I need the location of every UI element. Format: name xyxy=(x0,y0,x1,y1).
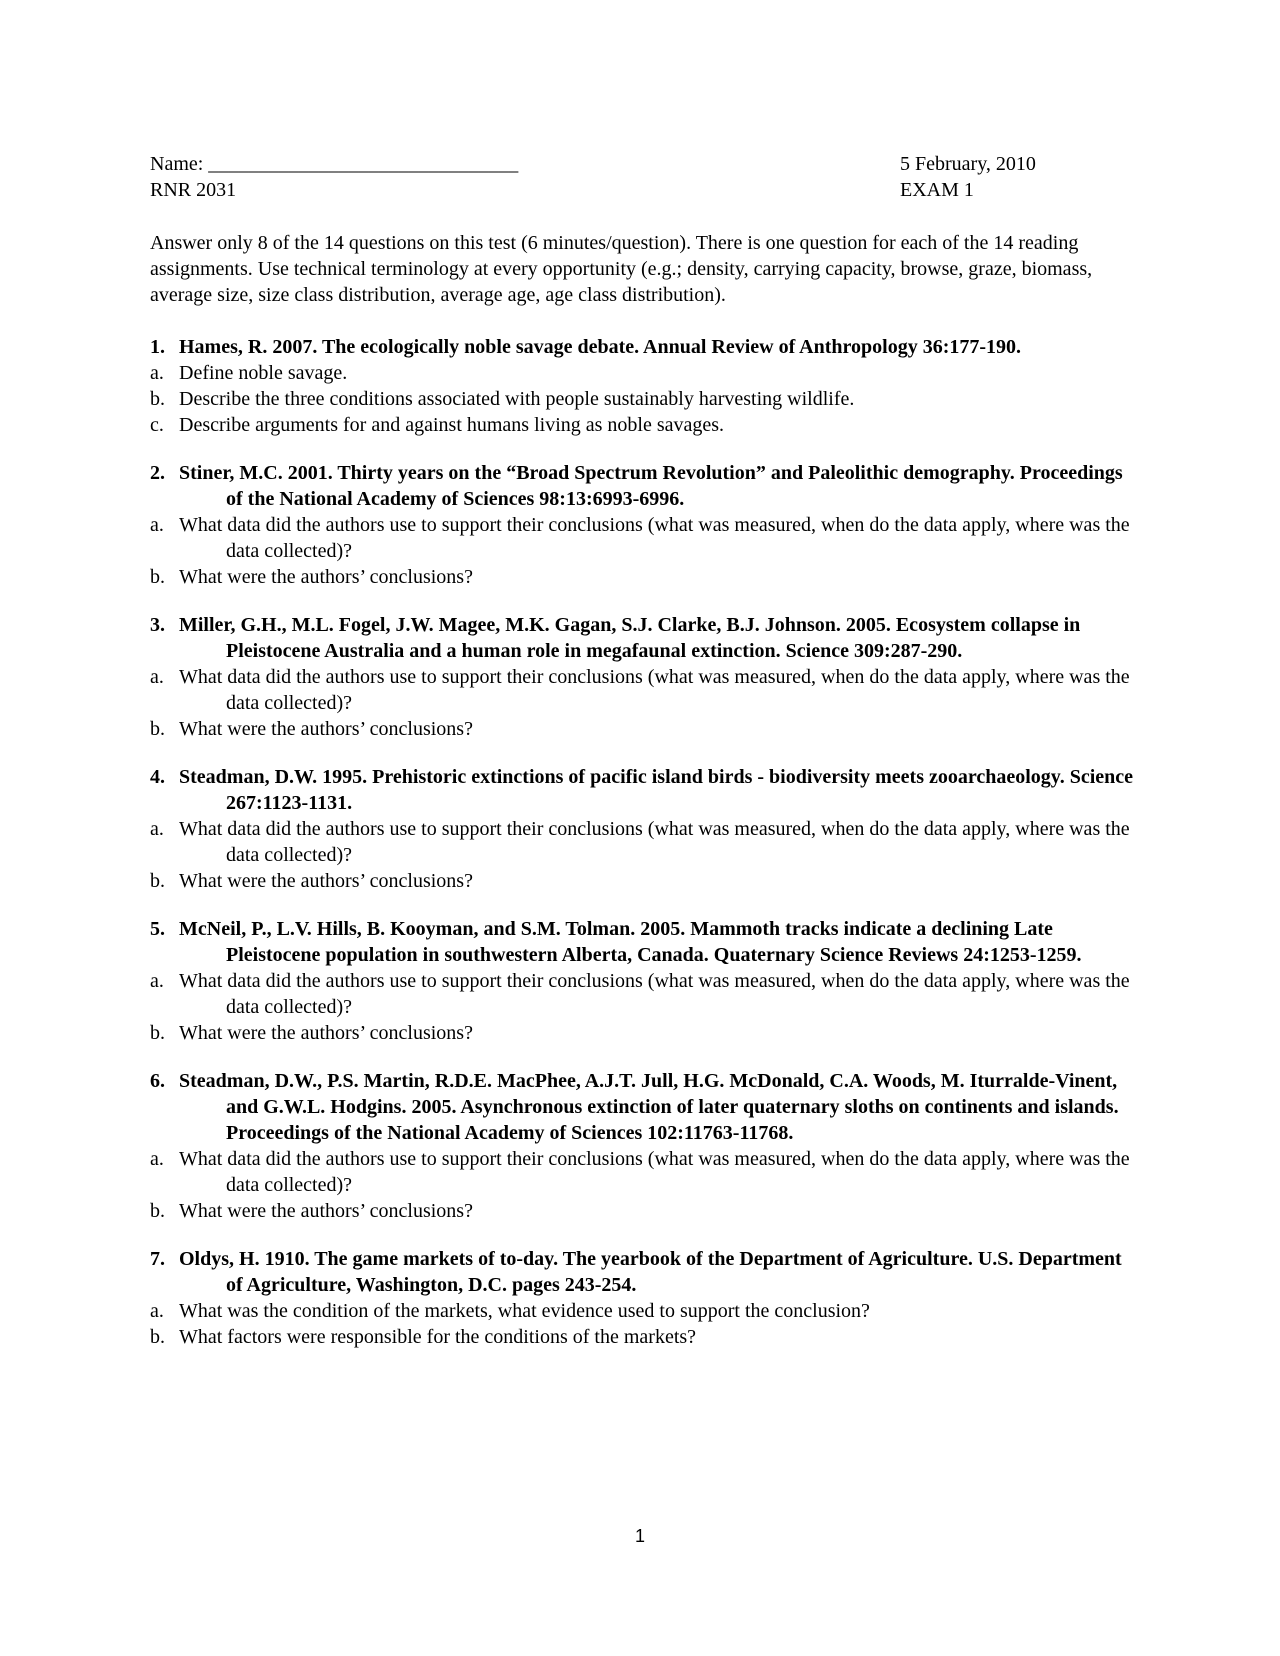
citation-text: Steadman, D.W. 1995. Prehistoric extinctions of pacific island birds - biodiversity meets zooarchaeology. Science 267:1123-1131. xyxy=(179,766,1134,814)
sub-question-letter: b. xyxy=(150,1022,165,1044)
question-citation xyxy=(150,612,1135,664)
citation-text: Stiner, M.C. 2001. Thirty years on the “Broad Spectrum Revolution” and Paleolithic demography. Proceedings of the National Academy of Sciences 98:13:6993-6996. xyxy=(179,462,1123,510)
citation-text: Steadman, D.W., P.S. Martin, R.D.E. MacPhee, A.J.T. Jull, H.G. McDonald, C.A. Woods, M. Iturralde-Vinent, and G.W.L. Hodgins. 2005. Asynchronous extinction of later quaternary sloths on continents and islands. Proceedings of the National Academy of Sciences 102:11763-11768. xyxy=(179,1070,1119,1144)
sub-question-text: What was the condition of the markets, what evidence used to support the conclusion? xyxy=(179,1300,870,1322)
sub-question xyxy=(150,360,1135,386)
sub-question-text: What data did the authors use to support their conclusions (what was measured, when do the data apply, where was the data collected)? xyxy=(179,1148,1130,1196)
question-3 xyxy=(150,612,1135,742)
sub-question-text: What were the authors’ conclusions? xyxy=(179,718,473,740)
question-5 xyxy=(150,916,1135,1046)
sub-question-letter: b. xyxy=(150,566,165,588)
sub-question-text: Define noble savage. xyxy=(179,362,348,384)
sub-question-letter: a. xyxy=(150,666,164,688)
exam-date: 5 February, 2010 xyxy=(900,153,1036,175)
sub-question xyxy=(150,564,1135,590)
exam-header xyxy=(150,151,1060,203)
sub-question-text: What data did the authors use to support their conclusions (what was measured, when do the data apply, where was the data collected)? xyxy=(179,514,1130,562)
sub-question-text: What were the authors’ conclusions? xyxy=(179,1022,473,1044)
sub-question xyxy=(150,1298,1135,1324)
sub-question-letter: a. xyxy=(150,970,164,992)
sub-question xyxy=(150,512,1135,564)
question-1 xyxy=(150,334,1135,438)
question-2 xyxy=(150,460,1135,590)
sub-question-letter: b. xyxy=(150,388,165,410)
question-citation xyxy=(150,460,1135,512)
sub-question xyxy=(150,1020,1135,1046)
sub-question xyxy=(150,386,1135,412)
header-row-1 xyxy=(150,151,1060,177)
course-code: RNR 2031 xyxy=(150,179,237,201)
question-number: 2. xyxy=(150,462,165,484)
page-number: 1 xyxy=(634,1526,645,1546)
question-number: 3. xyxy=(150,614,165,636)
sub-question-letter: b. xyxy=(150,870,165,892)
sub-question xyxy=(150,716,1135,742)
sub-question-text: What were the authors’ conclusions? xyxy=(179,1200,473,1222)
question-number: 6. xyxy=(150,1070,165,1092)
header-row-2 xyxy=(150,177,1060,203)
sub-question-letter: a. xyxy=(150,514,164,536)
sub-question-text: Describe arguments for and against humans living as noble savages. xyxy=(179,414,725,436)
question-6 xyxy=(150,1068,1135,1224)
question-citation xyxy=(150,764,1135,816)
question-number: 4. xyxy=(150,766,165,788)
citation-text: Hames, R. 2007. The ecologically noble savage debate. Annual Review of Anthropology 36:177-190. xyxy=(179,336,1022,358)
sub-question-letter: b. xyxy=(150,1200,165,1222)
sub-question-letter: a. xyxy=(150,362,164,384)
question-4 xyxy=(150,764,1135,894)
sub-question xyxy=(150,1146,1135,1198)
sub-question-text: Describe the three conditions associated with people sustainably harvesting wildlife. xyxy=(179,388,855,410)
question-citation xyxy=(150,1068,1135,1146)
sub-question-text: What were the authors’ conclusions? xyxy=(179,566,473,588)
sub-question xyxy=(150,1324,1135,1350)
exam-title: EXAM 1 xyxy=(900,179,974,201)
sub-question-text: What were the authors’ conclusions? xyxy=(179,870,473,892)
citation-text: McNeil, P., L.V. Hills, B. Kooyman, and S.M. Tolman. 2005. Mammoth tracks indicate a declining Late Pleistocene population in southwestern Alberta, Canada. Quaternary Science Reviews 24:1253-1259. xyxy=(179,918,1082,966)
sub-question xyxy=(150,968,1135,1020)
question-number: 5. xyxy=(150,918,165,940)
instructions: Answer only 8 of the 14 questions on this test (6 minutes/question). There is one question for each of the 14 reading assignments. Use technical terminology at every opportunity (e.g.; density, carrying capacity, browse, graze, biomass, average size, size class distribution, average age, age class distribution). xyxy=(150,232,1093,306)
question-7 xyxy=(150,1246,1135,1350)
sub-question-text: What data did the authors use to support their conclusions (what was measured, when do the data apply, where was the data collected)? xyxy=(179,818,1130,866)
sub-question xyxy=(150,1198,1135,1224)
sub-question xyxy=(150,412,1135,438)
sub-question-letter: b. xyxy=(150,718,165,740)
sub-question-text: What data did the authors use to support their conclusions (what was measured, when do the data apply, where was the data collected)? xyxy=(179,666,1130,714)
question-citation xyxy=(150,1246,1135,1298)
question-citation xyxy=(150,334,1135,360)
sub-question-text: What factors were responsible for the conditions of the markets? xyxy=(179,1326,697,1348)
question-number: 1. xyxy=(150,336,165,358)
sub-question xyxy=(150,816,1135,868)
citation-text: Miller, G.H., M.L. Fogel, J.W. Magee, M.K. Gagan, S.J. Clarke, B.J. Johnson. 2005. Ecosystem collapse in Pleistocene Australia and a human role in megafaunal extinction. Science 309:287-290. xyxy=(179,614,1081,662)
question-number: 7. xyxy=(150,1248,165,1270)
sub-question-letter: a. xyxy=(150,1300,164,1322)
sub-question-text: What data did the authors use to support their conclusions (what was measured, when do the data apply, where was the data collected)? xyxy=(179,970,1130,1018)
sub-question-letter: a. xyxy=(150,1148,164,1170)
sub-question xyxy=(150,664,1135,716)
sub-question xyxy=(150,868,1135,894)
question-list xyxy=(150,334,1135,1372)
sub-question-letter: a. xyxy=(150,818,164,840)
sub-question-letter: b. xyxy=(150,1326,165,1348)
citation-text: Oldys, H. 1910. The game markets of to-day. The yearbook of the Department of Agriculture. U.S. Department of Agriculture, Washington, D.C. pages 243-254. xyxy=(179,1248,1122,1296)
name-field-label: Name: _______________________________ xyxy=(150,153,519,175)
sub-question-letter: c. xyxy=(150,414,164,436)
question-citation xyxy=(150,916,1135,968)
